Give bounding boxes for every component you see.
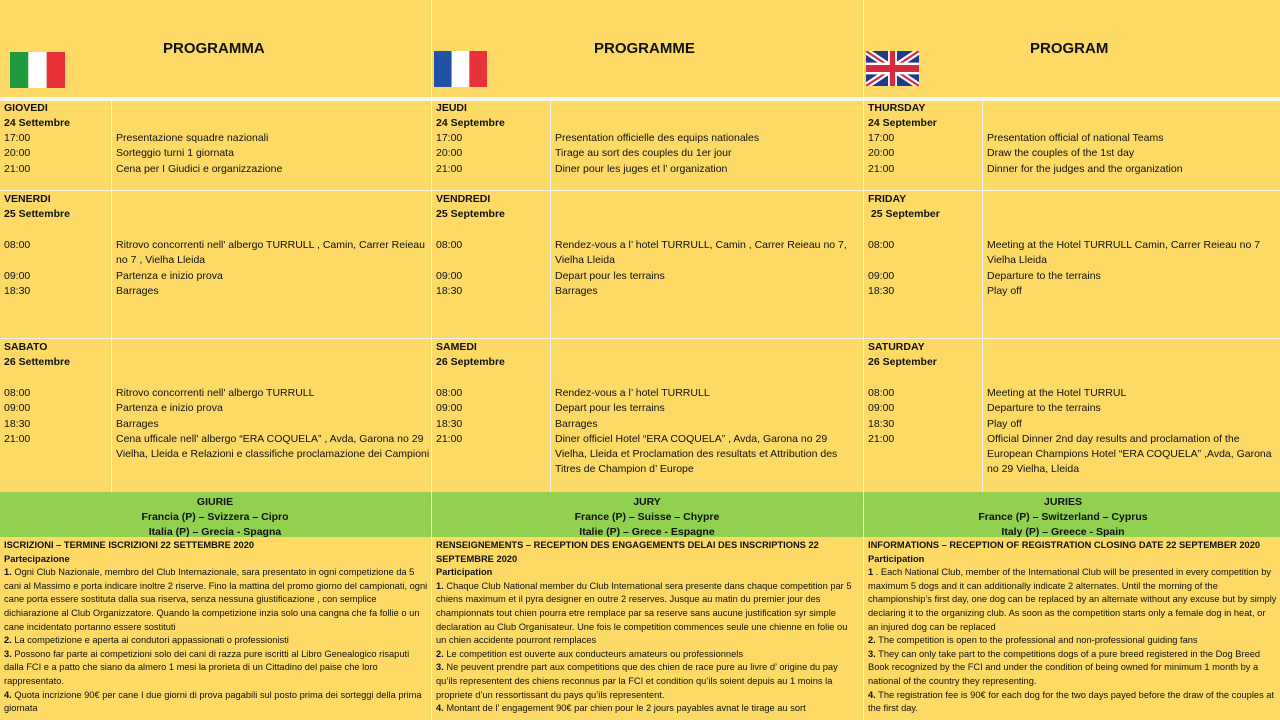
activity-item: Tirage au sort des couples du 1er jour <box>555 147 732 160</box>
activity-list <box>116 238 431 299</box>
info-item <box>868 566 1278 634</box>
times-list <box>4 131 30 177</box>
italy-flag-icon <box>10 52 65 88</box>
day-date: 25 Settembre <box>4 208 70 221</box>
item-text: Montant de l’ engagement 90€ par chien pour le 2 jours payables avnat le tirage au sort <box>443 703 806 714</box>
jury-title: JURIES <box>1044 496 1082 508</box>
activity-list <box>555 238 861 299</box>
item-number: 4. <box>4 689 12 700</box>
row-divider <box>0 338 1280 339</box>
day-date: 24 Settembre <box>4 117 70 130</box>
day-name: SABATO <box>4 341 48 353</box>
info-item <box>4 689 428 716</box>
day-name: THURSDAY <box>868 102 926 114</box>
time-value: 18:30 <box>4 284 31 297</box>
activity-item: Cena per I Giudici e organizzazione <box>116 162 283 175</box>
activity-list <box>987 386 1277 478</box>
activity-list <box>987 131 1277 177</box>
day-block-friday-fr <box>436 192 505 223</box>
info-heading: RENSEIGNEMENTS – RECEPTION DES ENGAGEMENTS DELAI DES INSCRIPTIONS 22 SEPTEMBRE 2020 <box>436 540 819 564</box>
activity-item: Barrages <box>116 284 159 297</box>
activity-item: Barrages <box>555 417 598 430</box>
time-divider <box>111 100 112 492</box>
info-subheading: Partecipazione <box>4 553 70 564</box>
row-divider <box>0 190 1280 191</box>
day-block-friday-it <box>4 192 70 223</box>
item-text: La competizione e aperta ai condutori appassionati o professionisti <box>11 635 289 646</box>
activity-item: Diner pour les juges et l’ organization <box>555 162 728 175</box>
times-list <box>868 386 894 447</box>
item-number: 3. <box>868 648 876 659</box>
item-number: 2. <box>868 635 876 646</box>
times-list <box>436 238 462 299</box>
activity-list <box>116 386 431 462</box>
activity-item: Draw the couples of the 1st day <box>987 147 1135 160</box>
column-divider <box>863 0 864 720</box>
activity-item: Partenza e inizio prova <box>116 402 223 415</box>
info-italian <box>4 539 428 716</box>
info-item <box>4 634 428 648</box>
day-name: JEUDI <box>436 102 467 114</box>
item-text: Le competition est ouverte aux conducteurs amateurs ou professionnels <box>443 648 743 659</box>
jury-line: Italy (P) – Greece - Spain <box>1001 526 1125 538</box>
activity-item: Official Dinner 2nd day results and proclamation of the European Champions Hotel “ERA COQUELA” ,Avda, Garona no 29 Vielha, Lleida <box>987 432 1272 476</box>
jury-line: Italie (P) – Grece - Espagne <box>579 526 715 538</box>
info-item <box>436 580 860 648</box>
item-number: 1. <box>4 567 12 578</box>
activity-item: Meeting at the Hotel TURRUL <box>987 387 1127 399</box>
activity-item: Ritrovo concorrenti nell' albergo TURRULL <box>116 387 315 399</box>
activity-item: Depart pour les terrains <box>555 269 665 282</box>
time-value: 20:00 <box>436 147 463 160</box>
activity-item: Rendez-vous a l’ hotel TURRULL <box>555 387 710 399</box>
jury-italian <box>0 495 430 540</box>
activity-list <box>555 386 861 478</box>
item-text: Quota incrizione 90€ per cane I due giorni di prova pagabili sul posto prima dei sorteggi della prima giornata <box>4 689 422 714</box>
activity-item: Play off <box>987 284 1022 297</box>
activity-item: Sorteggio turni 1 giornata <box>116 147 234 160</box>
jury-english <box>848 495 1278 540</box>
info-heading: ISCRIZIONI – TERMINE ISCRIZIONI 22 SETTEMBRE 2020 <box>4 540 255 550</box>
activity-item: Partenza e inizio prova <box>116 269 223 282</box>
time-value: 08:00 <box>4 387 31 399</box>
time-value: 20:00 <box>4 147 31 160</box>
info-item <box>436 661 860 702</box>
column-title-english: PROGRAM <box>1030 40 1109 57</box>
time-value: 08:00 <box>436 387 463 399</box>
day-date: 26 Settembre <box>4 356 70 369</box>
item-number: 3. <box>4 648 12 659</box>
activity-item: Rendez-vous a l’ hotel TURRULL, Camin , Carrer Reieau no 7, Vielha Lleida <box>555 239 847 267</box>
day-block-thursday-it <box>4 101 70 132</box>
info-french <box>436 539 860 716</box>
item-text: The competition is open to the professional and non-professional guiding fans <box>875 635 1198 646</box>
activity-item: Ritrovo concorrenti nell' albergo TURRULL , Camin, Carrer Reieau no 7 , Vielha Lleida <box>116 239 425 267</box>
time-value: 17:00 <box>868 132 895 144</box>
time-value: 21:00 <box>868 432 895 445</box>
item-number: 4. <box>868 689 876 700</box>
info-item <box>4 566 428 634</box>
activity-item: Diner officiel Hotel “ERA COQUELA” , Avda, Garona no 29 Vielha, Lleida et Proclamation des resultats et Attribution des Titres de Champion d’ Europe <box>555 432 838 476</box>
activity-item: Departure to the terrains <box>987 402 1101 415</box>
time-value: 08:00 <box>868 387 895 399</box>
times-list <box>436 386 462 447</box>
activity-item: Depart pour les terrains <box>555 402 665 415</box>
time-value: 21:00 <box>4 432 31 445</box>
day-block-saturday-it <box>4 340 70 371</box>
item-number: 2. <box>436 648 444 659</box>
activity-item: Departure to the terrains <box>987 269 1101 282</box>
activity-list <box>987 238 1277 299</box>
time-divider <box>550 100 551 492</box>
info-item <box>868 689 1278 716</box>
time-value: 18:30 <box>4 417 31 430</box>
time-value: 09:00 <box>436 269 463 282</box>
jury-french <box>432 495 862 540</box>
times-list <box>868 238 894 299</box>
time-value: 18:30 <box>868 284 895 297</box>
day-block-thursday-en <box>868 101 937 132</box>
info-item <box>868 634 1278 648</box>
item-text: Chaque Club National member du Club International sera presente dans chaque competition par 5 chiens maximum et il pyra designer en outre 2 reserves. Jusque au matin du premier jour des championnats tout chien pourra etre remplace par sa reserve sans aucune justification syr simple declaration au Club Organisateur. Une fois le competition commences seule une chienne en folie ou un chien accidente pourront remplaces <box>436 580 852 646</box>
day-name: VENERDI <box>4 193 51 205</box>
times-list <box>4 386 30 447</box>
time-value: 09:00 <box>868 402 895 415</box>
jury-line: France (P) – Switzerland – Cyprus <box>978 511 1148 523</box>
day-date: 24 September <box>868 117 937 130</box>
item-text: They can only take part to the competitions dogs of a pure breed registered in the Dog Breed Book recognized by the FCI and under the condition of being owned for minimum 1 month by a national of the country they representing. <box>868 648 1261 686</box>
day-name: GIOVEDI <box>4 102 48 114</box>
time-value: 17:00 <box>436 132 463 144</box>
info-heading: INFORMATIONS – RECEPTION OF REGISTRATION CLOSING DATE 22 SEPTEMBER 2020 <box>868 540 1261 550</box>
times-list <box>4 238 30 299</box>
item-text: The registration fee is 90€ for each dog for the two days payed before the draw of the couples at the first day. <box>868 689 1275 714</box>
day-date: 25 September <box>868 208 940 221</box>
day-block-friday-en <box>868 192 940 223</box>
day-name: VENDREDI <box>436 193 491 205</box>
time-value: 21:00 <box>436 432 463 445</box>
day-name: SAMEDI <box>436 341 477 353</box>
activity-item: Barrages <box>555 284 598 297</box>
time-value: 08:00 <box>868 239 895 251</box>
info-item <box>436 648 860 662</box>
activity-item: Cena ufficale nell' albergo “ERA COQUELA” , Avda, Garona no 29 Vielha, Lleida e Relazioni e classifiche proclamazione dei Campioni <box>116 432 430 461</box>
uk-flag-icon <box>866 51 919 86</box>
day-block-saturday-fr <box>436 340 505 371</box>
day-block-saturday-en <box>868 340 937 371</box>
activity-item: Play off <box>987 417 1022 430</box>
time-value: 08:00 <box>4 239 31 251</box>
column-title-french: PROGRAMME <box>594 40 695 57</box>
item-number: 1. <box>436 580 444 591</box>
item-text: . Each National Club, member of the International Club will be presented in every competition by maximum 5 dogs and it can additionally indicate 2 alternates. Until the morning of the championship’s first day, one dog can be replaced by an alternate without any excuse but by simply declaring it to the organizing club. As soon as the competition starts only a female dog in heat, or an injured dog can be replaced <box>868 567 1277 632</box>
time-value: 21:00 <box>4 162 31 175</box>
activity-list <box>116 131 431 177</box>
activity-item: Presentation officielle des equips nationales <box>555 132 760 144</box>
activity-list <box>555 131 861 177</box>
day-block-thursday-fr <box>436 101 505 132</box>
time-value: 09:00 <box>4 402 31 415</box>
item-text: Ogni Club Nazionale, membro del Club Internazionale, sara presentato in ogni competizione da 5 cani al Massimo e porta indicare inoltre 2 riserve. Fino la mattina del promo giorno del campionati, ogni cane porta essere sostituta dalla sua riserva, senza nessuna giustificazione , con semplice dichiarazione al Club Organizzatore. Quando la competizione inzia solo una cangna che fa follie o un cane incidentato portanno essere sostituti <box>4 567 428 632</box>
activity-item: Meeting at the Hotel TURRULL Camin, Carrer Reieau no 7 Vielha Lleida <box>987 239 1261 267</box>
jury-line: Italia (P) – Grecia - Spagna <box>148 526 282 538</box>
info-item <box>868 648 1278 689</box>
jury-title: JURY <box>633 496 661 508</box>
jury-line: France (P) – Suisse – Chypre <box>574 511 720 523</box>
time-value: 09:00 <box>436 402 463 415</box>
info-subheading: Participation <box>868 553 925 564</box>
jury-title: GIURIE <box>196 496 234 508</box>
time-value: 18:30 <box>868 417 895 430</box>
activity-item: Barrages <box>116 417 159 430</box>
item-text: Ne peuvent prendre part aux competitions que des chien de race pure au livre d’ origine du pay qu’ils representent des chiens reconnus par la FCI et condition qu’ils soient depuis au 1 moins la propriete d’un ressortissant du pays qu’ils representent. <box>436 662 838 700</box>
activity-item: Presentazione squadre nazionali <box>116 132 269 144</box>
france-flag-icon <box>434 51 487 87</box>
day-date: 24 Septembre <box>436 117 505 130</box>
day-date: 25 Septembre <box>436 208 505 221</box>
times-list <box>868 131 894 177</box>
time-value: 20:00 <box>868 147 895 160</box>
info-subheading: Participation <box>436 567 493 578</box>
column-divider <box>431 0 432 720</box>
day-date: 26 Septembre <box>436 356 505 369</box>
times-list <box>436 131 462 177</box>
time-value: 18:30 <box>436 284 463 297</box>
day-name: SATURDAY <box>868 341 925 353</box>
column-title-italian: PROGRAMMA <box>163 40 265 57</box>
time-divider <box>982 100 983 492</box>
jury-line: Francia (P) – Svizzera – Cipro <box>141 511 289 523</box>
item-number: 1 <box>868 567 874 578</box>
time-value: 21:00 <box>868 162 895 175</box>
time-value: 09:00 <box>4 269 31 282</box>
header-divider <box>0 97 1280 101</box>
item-number: 2. <box>4 635 12 646</box>
time-value: 21:00 <box>436 162 463 175</box>
item-number: 4. <box>436 703 444 714</box>
info-item <box>436 702 860 716</box>
activity-item: Presentation official of national Teams <box>987 132 1164 144</box>
time-value: 09:00 <box>868 269 895 282</box>
item-number: 3. <box>436 662 444 673</box>
info-item <box>4 648 428 689</box>
day-name: FRIDAY <box>868 193 907 205</box>
time-value: 17:00 <box>4 132 31 144</box>
activity-item: Dinner for the judges and the organization <box>987 162 1183 175</box>
info-english <box>868 539 1278 716</box>
day-date: 26 September <box>868 356 937 369</box>
time-value: 18:30 <box>436 417 463 430</box>
item-text: Possono far parte ai competizioni solo dei cani di razza pure iscritti al Libro Genealogico risaputi dalla FCI e a patto che siano da almero 1 mesi la prorieta di un Cittadino del paise che loro rappresentato. <box>4 648 410 686</box>
time-value: 08:00 <box>436 239 463 251</box>
